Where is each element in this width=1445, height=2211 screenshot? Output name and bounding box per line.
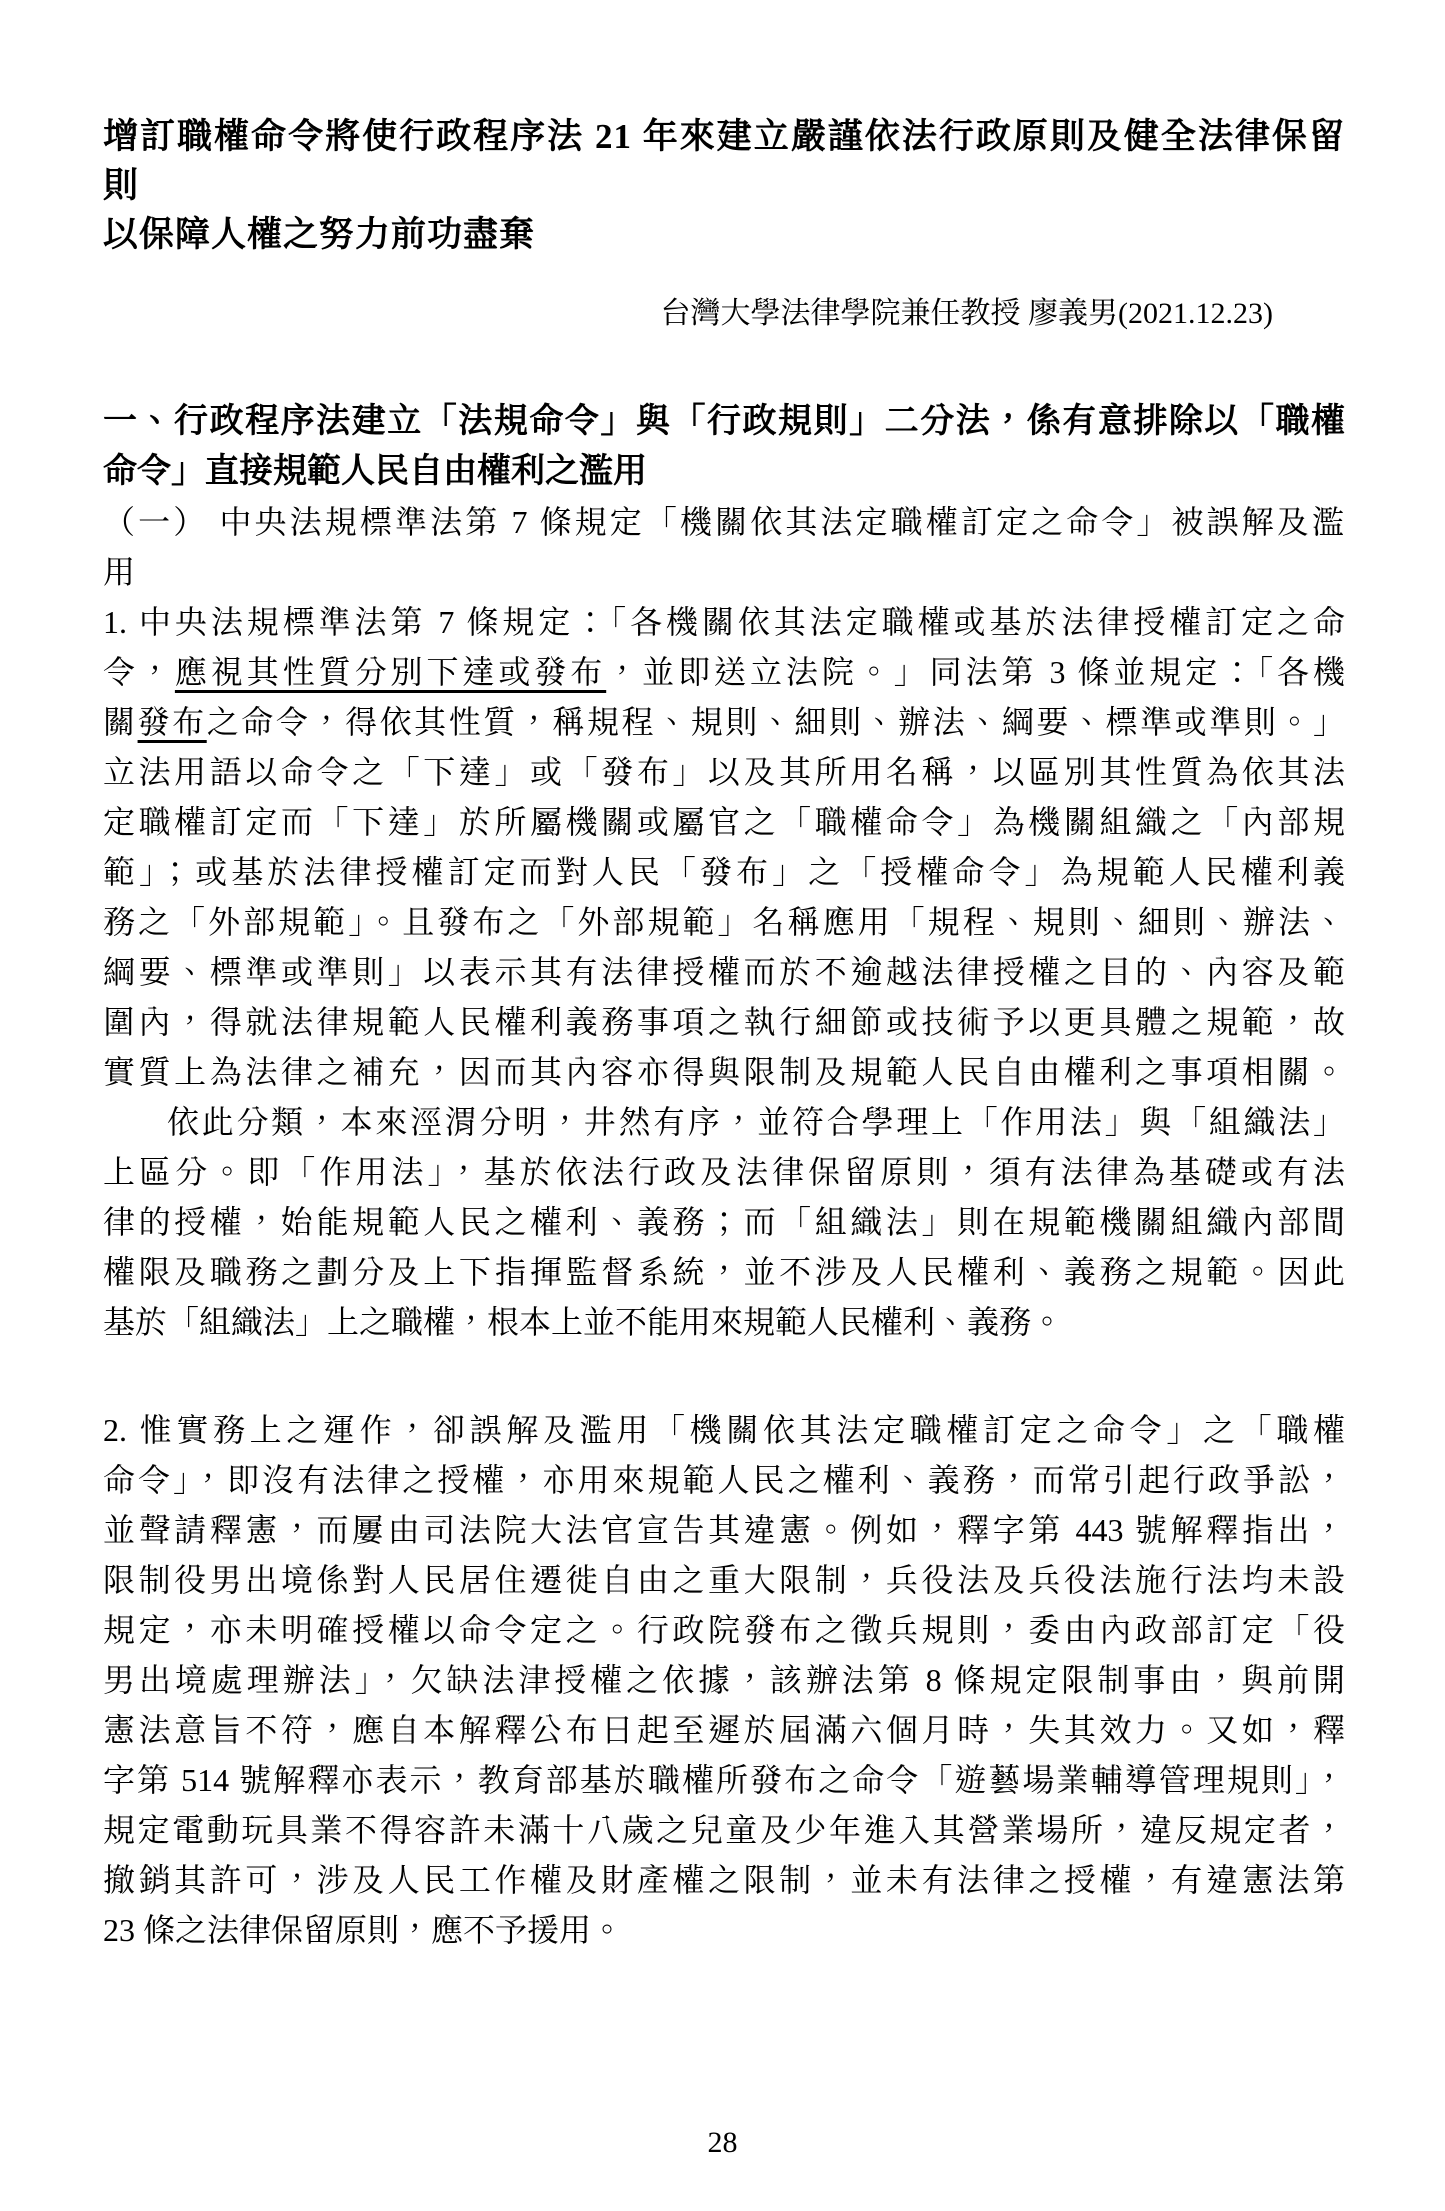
- text-line: 基於「組織法」上之職權，根本上並不能用來規範人民權利、義務。: [103, 1304, 1064, 1340]
- text-line: 用: [103, 554, 137, 590]
- page-content: [103, 112, 1345, 1955]
- text-line: 並聲請釋憲，而屢由司法院大法官宣告其違憲。例如，釋字第 443 號解釋指出，: [103, 1512, 1345, 1548]
- text-line: 定職權訂定而「下達」於所屬機關或屬官之「職權命令」為機關組織之「內部規: [103, 804, 1345, 840]
- text-line: 憲法意旨不符，應自本解釋公布日起至遲於屆滿六個月時，失其效力。又如，釋: [103, 1712, 1345, 1748]
- text-line: 字第 514 號解釋亦表示，教育部基於職權所發布之命令「遊藝場業輔導管理規則」，: [103, 1762, 1345, 1798]
- text-line: （一） 中央法規標準法第 7 條規定「機關依其法定職權訂定之命令」被誤解及濫: [103, 504, 1345, 540]
- byline: 台灣大學法律學院兼任教授 廖義男(2021.12.23): [660, 297, 1273, 330]
- text-line: 令，應視其性質分別下達或發布，並即送立法院。」同法第 3 條並規定：「各機: [103, 654, 1345, 690]
- subsection-heading-1-1: [103, 497, 1345, 597]
- text-line: 權限及職務之劃分及上下指揮監督系統，並不涉及人民權利、義務之規範。因此: [103, 1254, 1345, 1290]
- text-line: 限制役男出境係對人民居住遷徙自由之重大限制，兵役法及兵役法施行法均未設: [103, 1562, 1345, 1598]
- document-title: [103, 112, 1345, 259]
- text-line: 2. 惟實務上之運作，卻誤解及濫用「機關依其法定職權訂定之命令」之「職權: [103, 1412, 1345, 1448]
- paragraph-1: [103, 597, 1345, 1347]
- text-line: 依此分類，本來涇渭分明，井然有序，並符合學理上「作用法」與「組織法」: [167, 1104, 1345, 1140]
- underlined-text: 應視其性質分別下達或發布: [174, 654, 607, 690]
- text-line: 命令」直接規範人民自由權利之濫用: [103, 453, 647, 490]
- paragraph-2: [103, 1405, 1345, 1955]
- text-line: 律的授權，始能規範人民之權利、義務；而「組織法」則在規範機關組織內部間: [103, 1204, 1345, 1240]
- underlined-text: 發布: [137, 704, 207, 740]
- text-line: 以保障人權之努力前功盡棄: [103, 215, 536, 254]
- text-line: 務之「外部規範」。且發布之「外部規範」名稱應用「規程、規則、細則、辦法、: [103, 904, 1345, 940]
- text-line: 男出境處理辦法」，欠缺法津授權之依據，該辦法第 8 條規定限制事由，與前開: [103, 1662, 1345, 1698]
- text-line: 23 條之法律保留原則，應不予援用。: [103, 1912, 624, 1948]
- text-line: 關發布之命令，得依其性質，稱規程、規則、細則、辦法、綱要、標準或準則。」: [103, 704, 1345, 740]
- text-line: 規定電動玩具業不得容許未滿十八歲之兒童及少年進入其營業場所，違反規定者，: [103, 1812, 1345, 1848]
- text-line: 圍內，得就法律規範人民權利義務事項之執行細節或技術予以更具體之規範，故: [103, 1004, 1345, 1040]
- text-line: 上區分。即「作用法」，基於依法行政及法律保留原則，須有法律為基礎或有法: [103, 1154, 1345, 1190]
- section-heading-1: [103, 397, 1345, 497]
- text-line: 綱要、標準或準則」以表示其有法律授權而於不逾越法律授權之目的、內容及範: [103, 954, 1345, 990]
- text-line: 1. 中央法規標準法第 7 條規定：「各機關依其法定職權或基於法律授權訂定之命: [103, 604, 1345, 640]
- text-line: 撤銷其許可，涉及人民工作權及財產權之限制，並未有法律之授權，有違憲法第: [103, 1862, 1345, 1898]
- text-line: 立法用語以命令之「下達」或「發布」以及其所用名稱，以區別其性質為依其法: [103, 754, 1345, 790]
- page-number: 28: [707, 2126, 738, 2159]
- text-line: 一、行政程序法建立「法規命令」與「行政規則」二分法，係有意排除以「職權: [103, 403, 1345, 440]
- text-line: 範」；或基於法律授權訂定而對人民「發布」之「授權命令」為規範人民權利義: [103, 854, 1345, 890]
- text-line: 命令」，即沒有法律之授權，亦用來規範人民之權利、義務，而常引起行政爭訟，: [103, 1462, 1345, 1498]
- text-line: 實質上為法律之補充，因而其內容亦得與限制及規範人民自由權利之事項相關。: [103, 1054, 1345, 1090]
- text-line: 規定，亦未明確授權以命令定之。行政院發布之徵兵規則，委由內政部訂定「役: [103, 1612, 1345, 1648]
- text-line: 增訂職權命令將使行政程序法 21 年來建立嚴謹依法行政原則及健全法律保留則: [103, 117, 1345, 205]
